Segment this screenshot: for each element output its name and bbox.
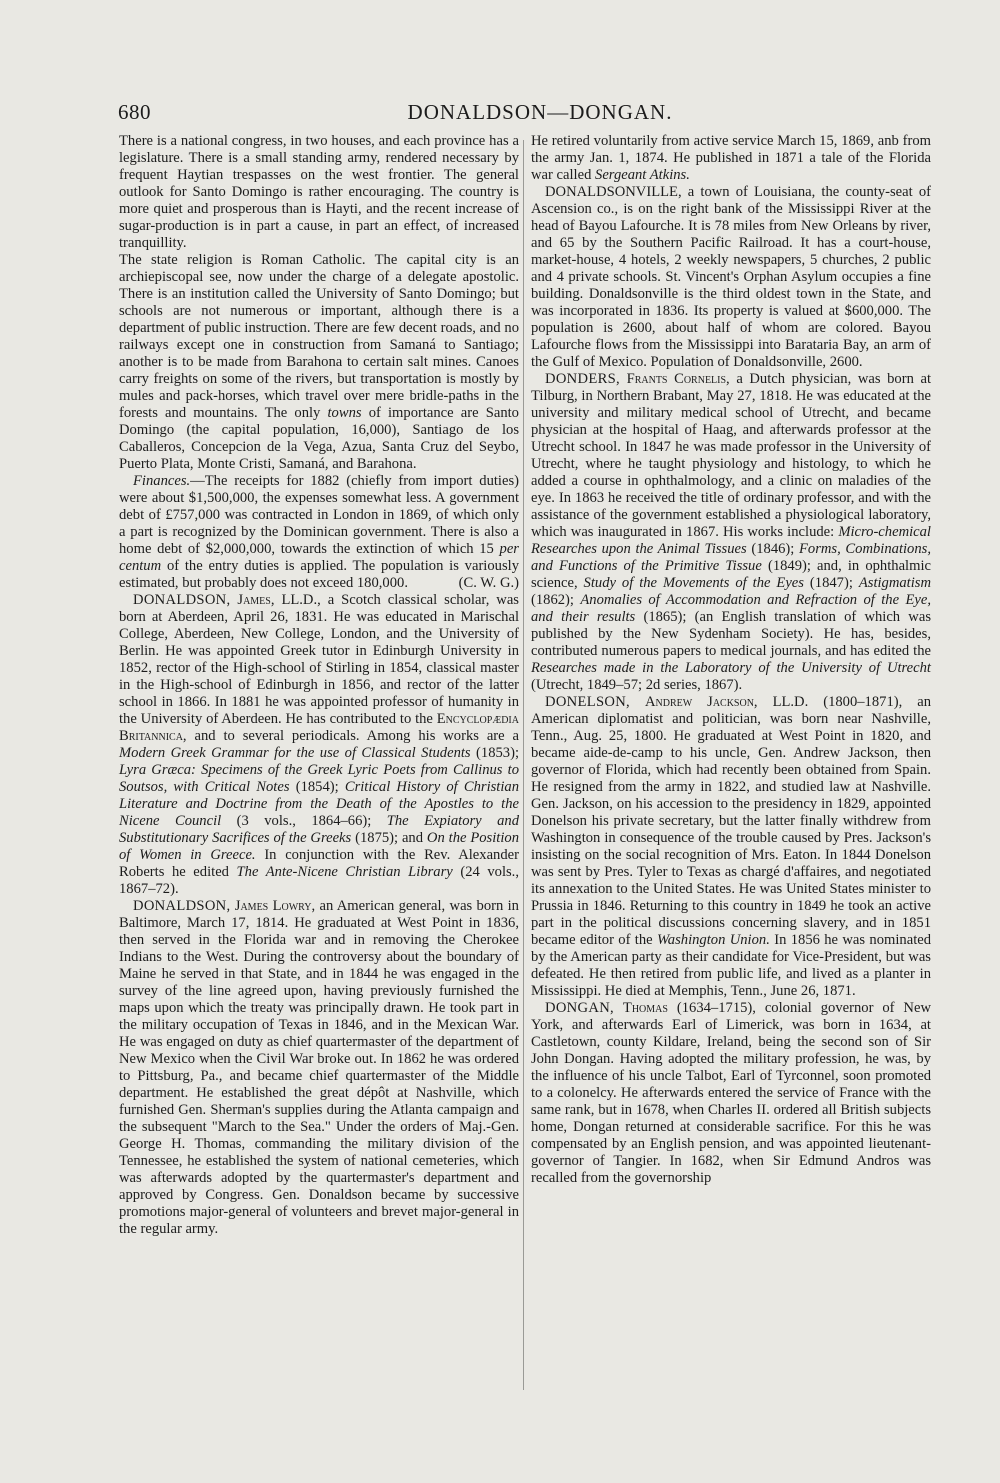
paragraph-text: There is a national congress, in two houses, and each province has a legislature. There is a small standing army, rendered necessary by frequent Haytian trespasses on the west frontier. The general outlook for Santo Domingo is rather encouraging. The country is more quiet and prosperous than is Hayti, and the recent increase of sugar-production is in part a cause, in part an effect, of increased tranquillity. [119, 133, 519, 251]
paragraph-text: (1862); [531, 592, 574, 608]
entry-degree: LL.D., [281, 592, 321, 608]
entry-donaldson-james-lowry [119, 898, 519, 1238]
paragraph-text: (1846); [751, 541, 795, 557]
paragraph-text: (1634–1715), colonial governor of New York, and afterwards Earl of Limerick, was born in 1634, at Castletown, county Kildare, Ireland, being the second son of Sir John Dongan. Having adopted the military profession, he was, by the influence of his uncle Talbot, Earl of Tyrconnel, soon promoted to a colonelcy. He afterwards entered the service of France with the same rank, but in 1678, when Charles II. ordered all British subjects home, Dongan returned at considerable sacrifice. For this he was compensated by an English pension, and was appointed lieutenant-governor of Tangier. In 1682, when Sir Edmund Andros was recalled from the governorship [531, 1000, 931, 1186]
entry-donaldsonville [531, 184, 931, 371]
encyclopaedia-reference: Encyclopædia Britannica, [119, 711, 519, 744]
work-title: Study of the Movements of the Eyes [583, 575, 804, 591]
paragraph-text: (1849); and, in ophthalmic science, [531, 558, 931, 591]
left-column [119, 133, 519, 1238]
work-title: Washington Union. [656, 932, 770, 948]
work-title: The Ante-Nicene Christian Library [236, 864, 453, 880]
paragraph-text: (1800–1871), an American diplomatist and politician, was born near Nashville, Tenn., Aug. 25, 1800. He graduated at West Point in 1820, and became aide-de-camp to his uncle, Gen. Andrew Jackson, then governor of Florida, which had recently been obtained from Spain. He resigned from the army in 1822, and studied law at Nashville. Gen. Jackson, on his accession to the presidency in 1829, appointed Donelson his private secretary, but the latter finally withdrew from Washington in consequence of the trouble caused by Pres. Jackson's insisting on the social recognition of Mrs. Eaton. In 1844 Donelson was sent by Pres. Tyler to Texas as chargé d'affaires, and negotiated its annexation to the United States. He was United States minister to Prussia in 1846. Returning to this country in 1849 he took an active part in the political discussions concerning slavery, and in 1851 became editor of the [531, 694, 931, 948]
work-title: Micro-chemical Researches upon the Animal Tissues [531, 524, 931, 557]
paragraph [119, 473, 519, 592]
italic-text: towns [327, 405, 362, 421]
entry-donders [531, 371, 931, 694]
paragraph-text: (Utrecht, 1849–57; 2d series, 1867). [531, 677, 743, 693]
work-title: Anomalies of Accommodation and Refraction of the Eye, and their results [531, 592, 931, 625]
paragraph-text: In 1856 he was nominated by the American party as their candidate for Vice-President, but was defeated. He then retired from public life, and lived as a planter in Mississippi. He died at Memphis, Tenn., June 26, 1871. [531, 932, 932, 999]
entry-degree: LL.D. [772, 694, 809, 710]
work-title: On the Position of Women in Greece. [119, 830, 519, 863]
right-column [531, 133, 931, 1187]
section-heading: Finances. [133, 473, 191, 489]
entry-forename: James, [237, 592, 275, 608]
work-title: Astigmatism [858, 575, 932, 591]
work-title: The Expiatory and Substitutionary Sacrifices of the Greeks [119, 813, 519, 846]
author-signature: (C. W. G.) [458, 575, 519, 591]
entry-headword: DONALDSON, [133, 898, 231, 914]
entry-forename: Frants Cornelis, [626, 371, 730, 387]
paragraph [119, 252, 519, 473]
paragraph-text: (1865); (an English translation of which was published by the New Sydenham Society). He has, besides, contributed numerous papers to medical journals, and has edited the [531, 609, 932, 659]
paragraph-text: (1854); [295, 779, 339, 795]
column-divider [523, 140, 524, 1390]
running-head: DONALDSON—DONGAN. [407, 100, 673, 124]
paragraph-text: He retired voluntarily from active service March 15, 1869, anb from the army Jan. 1, 1874. He published in 1871 a tale of the Florida war called [531, 133, 931, 183]
paragraph [119, 133, 519, 252]
paragraph-text: of the entry duties is applied. The population is variously estimated, but probably does not exceed 180,000. [119, 558, 519, 591]
page-number: 680 [118, 100, 151, 124]
work-title: Critical History of Christian Literature and Doctrine from the Death of the Apostles to the Nicene Council [119, 779, 520, 829]
paragraph-text: (1847); [809, 575, 853, 591]
entry-donaldson-james [119, 592, 519, 898]
paragraph-text: and to several periodicals. Among his works are a [194, 728, 520, 744]
paragraph-text: a Dutch physician, was born at Tilburg, in Northern Brabant, May 27, 1818. He was educated at the university and military medical school of Utrecht, and became physician at the hospital of Haag, and afterwards professor at the Utrecht school. In 1847 he was made professor in the University of Utrecht, where he taught physiology and histology, to which he added a course in ophthalmology, and a clinic on maladies of the eye. In 1863 he received the title of ordinary professor, and with the assistance of the government established a physiological laboratory, which was inaugurated in 1867. His works include: [531, 371, 932, 540]
paragraph-text: (3 vols., 1864–66); [236, 813, 372, 829]
entry-headword: DONELSON, [545, 694, 630, 710]
entry-donelson [531, 694, 931, 1000]
paragraph [531, 133, 931, 184]
paragraph-text: a Scotch classical scholar, was born at Aberdeen, April 26, 1831. He was educated in Marischal College, Aberdeen, New College, London, and the University of Berlin. He was appointed Greek tutor in Edinburgh University in 1852, rector of the High-school of Stirling in 1854, classical master in the High-school of Edinburgh in 1856, and rector of the latter school in 1866. In 1881 he was appointed professor of humanity in the University of Aberdeen. He has contributed to the [119, 592, 519, 727]
work-title: Forms, Combinations, and Functions of the Primitive Tissue [531, 541, 931, 574]
paragraph-text: In conjunction with the Rev. Alexander Roberts he edited [119, 847, 519, 880]
paragraph-text: (24 vols., 1867–72). [119, 864, 519, 897]
paragraph-text: of importance are Santo Domingo (the capital population, 16,000), Santiago de los Caballeros, Concepcion de la Vega, Azua, Santa Cruz del Seybo, Puerto Plata, Monte Cristi, Samaná, and Barahona. [119, 405, 519, 472]
entry-headword: DONALDSON, [133, 592, 231, 608]
work-title: Modern Greek Grammar for the use of Classical Students [119, 745, 471, 761]
paragraph-text: —The receipts for 1882 (chiefly from import duties) were about $1,500,000, the expenses somewhat less. A government debt of £757,000 was contracted in London in 1869, of which only a part is recognized by the Dominican government. There is also a home debt of $2,000,000, towards the extinction of which 15 [119, 473, 519, 557]
paragraph-text: an American general, was born in Baltimore, March 17, 1814. He graduated at West Point in 1836, then served in the Florida war and in removing the Cherokee Indians to the West. During the controversy about the boundary of Maine he served in that State, and in 1844 he was engaged in the survey of the line agreed upon, having previously furnished the maps upon which the treaty was principally drawn. He took part in the military occupation of Texas in 1846, and in the Mexican War. He was engaged on duty as chief quartermaster of the department of New Mexico when the Civil War broke out. In 1862 he was ordered to Pittsburg, Pa., and became chief quartermaster of the Middle department. He established the great dépôt at Nashville, which furnished Gen. Sherman's supplies during the Atlanta campaign and the subsequent "March to the Sea." Under the orders of Maj.-Gen. George H. Thomas, commanding the military division of the Tennessee, he established the system of national cemeteries, which was afterwards adopted by the quartermaster's department and approved by Congress. Gen. Donaldson became by successive promotions major-general of volunteers and brevet major-general in the regular army. [119, 898, 519, 1237]
entry-forename: Thomas [622, 1000, 668, 1016]
entry-dongan [531, 1000, 931, 1187]
work-title: Researches made in the Laboratory of the University of Utrecht [531, 660, 931, 676]
paragraph-text: DONALDSONVILLE, a town of Louisiana, the county-seat of Ascension co., is on the right bank of the Mississippi River at the head of Bayou Lafourche. It is 78 miles from New Orleans by river, and 65 by the Southern Pacific Railroad. It has a court-house, market-house, 4 hotels, 2 weekly newspapers, 5 churches, 2 public and 4 private schools. St. Vincent's Orphan Asylum occupies a fine building. Donaldsonville is the third oldest town in the State, and was incorporated in 1836. Its property is valued at $600,000. The population is 2600, about half of whom are colored. Bayou Lafourche flows from the Mississippi into Barataria Bay, an arm of the Gulf of Mexico. Population of Donaldsonville, 2600. [531, 184, 931, 370]
entry-headword: DONDERS, [545, 371, 620, 387]
entry-headword: DONGAN, [545, 1000, 614, 1016]
entry-forename: Andrew Jackson, [644, 694, 758, 710]
work-title: Lyra Græca: Specimens of the Greek Lyric Poets from Callinus to Soutsos, with Critical Notes [119, 762, 519, 795]
paragraph-text: (1875); and [355, 830, 424, 846]
work-title: Sergeant Atkins. [595, 167, 690, 183]
paragraph-text: The state religion is Roman Catholic. The capital city is an archiepiscopal see, now under the charge of a delegate apostolic. There is an institution called the University of Santo Domingo; but schools are not numerous or important, although there is a department of public instruction. There are few decent roads, and no railways except one in construction from Samaná to Santiago; another is to be made from Barahona to certain salt mines. Canoes carry freights on some of the rivers, but transportation is mostly by mules and pack-horses, which travel over mere bridle-paths in the forests and mountains. The only [119, 252, 519, 421]
paragraph-text: (1853); [476, 745, 519, 761]
italic-text: per centum [119, 541, 519, 574]
entry-forename: James Lowry, [234, 898, 316, 914]
